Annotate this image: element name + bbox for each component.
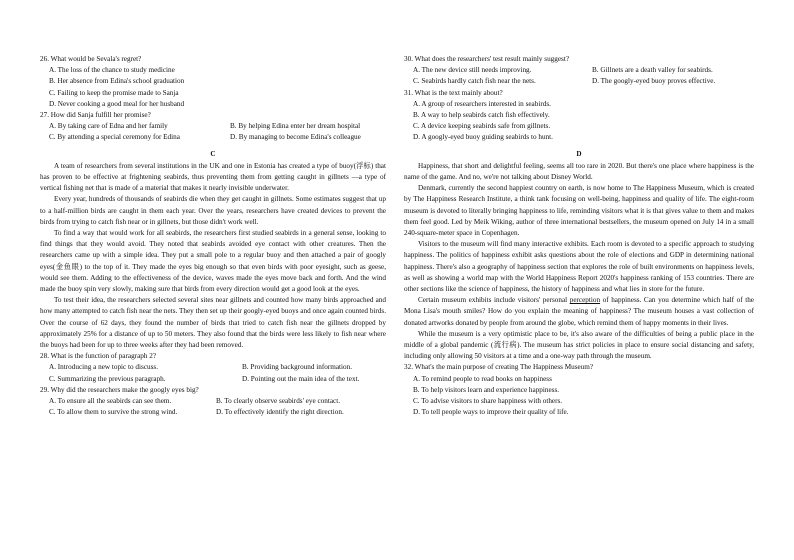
passage-c-paragraph-1: A team of researchers from several institutions in the UK and one in Estonia has created a type of buoy(浮标) that has proven to be effective at frightening seabirds, thus preventing them from getting caught in gillnets —a type of vertical fishing net that is made of a material that makes it nearly invisible underwater. bbox=[40, 161, 386, 193]
question-27-option-a: A. By taking care of Edna and her family bbox=[49, 122, 168, 131]
passage-c-paragraph-4: To test their idea, the researchers selected several sites near gillnets and counted how many birds approached and how many attempted to catch fish near the nets. They then set up their googly-eyed buoys and once again counted birds. Over the course of 62 days, they found the number of birds that tried to catch fish near the gillnets dropped by approximately 25% for a distance of up to 50 meters. They also found that the birds were less likely to fish near where the buoys had been for up to three weeks after they had been removed. bbox=[40, 296, 386, 350]
question-28-option-d: D. Pointing out the main idea of the text. bbox=[242, 374, 360, 383]
question-30-option-d: D. The googly-eyed buoy proves effective. bbox=[592, 77, 716, 86]
question-26-option-c: C. Failing to keep the promise made to Sanja bbox=[49, 88, 179, 97]
question-30-option-b: B. Gillnets are a death valley for seabirds. bbox=[592, 66, 713, 75]
passage-c-label: C bbox=[210, 149, 216, 158]
question-27-option-c: C. By attending a special ceremony for Edina bbox=[49, 133, 180, 142]
question-31-option-a: A. A group of researchers interested in seabirds. bbox=[413, 99, 551, 108]
question-27-option-d: D. By managing to become Edina's colleague bbox=[230, 133, 361, 142]
question-28-stem: 28. What is the function of paragraph 2? bbox=[40, 352, 157, 361]
question-32-option-c: C. To advise visitors to share happiness with others. bbox=[413, 397, 563, 406]
question-29-options-row-1 bbox=[40, 396, 386, 407]
question-29-stem: 29. Why did the researchers make the googly eyes big? bbox=[40, 385, 199, 394]
question-28-option-b: B. Providing background information. bbox=[242, 363, 352, 372]
right-column bbox=[404, 54, 754, 419]
passage-d-paragraph-5: While the museum is a very optimistic place to be, it's also aware of the difficulties of being a public place in the middle of a global pandemic (流行病). The museum has strict policies in place to ensure social distancing and safety, including only allowing 50 visitors at a time and a one-way path through the museum. bbox=[404, 329, 754, 361]
question-31-option-c: C. A device keeping seabirds safe from gillnets. bbox=[413, 122, 551, 131]
question-27-options-row-2 bbox=[40, 132, 386, 143]
question-28-option-c: C. Summarizing the previous paragraph. bbox=[49, 374, 166, 383]
question-29-option-b: B. To clearly observe seabirds' eye contact. bbox=[216, 397, 340, 406]
passage-d-paragraph-3: Visitors to the museum will find many interactive exhibits. Each room is devoted to a specific approach to studying happiness. The politics of happiness exhibit asks questions about the role of elections and GDP in determining national happiness. There's also a geography of happiness section that explores the role of built environments on happiness levels, as well as showing a world map with the World Happiness Report 2020's happiness ranking of 153 countries. There are other sections like the science of happiness, the history of happiness and what lies in store for the future. bbox=[404, 240, 754, 294]
question-26-stem: 26. What would be Sevala's regret? bbox=[40, 55, 142, 63]
question-27-options-row-1 bbox=[40, 121, 386, 132]
question-26-option-d: D. Never cooking a good meal for her husband bbox=[49, 99, 185, 108]
question-30-options-row-1 bbox=[404, 65, 754, 76]
question-31-stem: 31. What is the text mainly about? bbox=[404, 88, 503, 97]
passage-d-paragraph-1: Happiness, that short and delightful feeling, seems all too rare in 2020. But there's one place where happiness is the name of the game. And no, we're not talking about Disney World. bbox=[404, 161, 754, 182]
question-31-option-d: D. A googly-eyed buoy guiding seabirds to hunt. bbox=[413, 133, 553, 142]
underlined-word-perception: perception bbox=[569, 296, 601, 305]
passage-c-paragraph-2: Every year, hundreds of thousands of seabirds die when they get caught in gillnets. Some estimates suggest that up to a half-million birds are caught in them each year. Over the years, researchers have created devices to prevent the birds from trying to catch fish near or in gillnets, but those didn't work well. bbox=[40, 195, 386, 226]
question-29-option-a: A. To ensure all the seabirds can see them. bbox=[49, 397, 172, 406]
question-32-stem: 32. What's the main purpose of creating The Happiness Museum? bbox=[404, 363, 594, 372]
question-32-option-b: B. To help visitors learn and experience happiness. bbox=[413, 385, 560, 394]
question-26-option-b: B. Her absence from Edina's school graduation bbox=[49, 77, 185, 86]
passage-c-paragraph-3: To find a way that would work for all seabirds, the researchers first studied seabirds in a general sense, looking to find things that they would avoid. They noted that seabirds avoided eye contact with other creatures. Then the researchers came up with a simple idea. They put a small pole to a regular buoy and then attached a pair of googly eyes(金鱼眼) to the top of it. They made the eyes big enough so that even birds with poor eyesight, such as geese, would see them. Adding to the effectiveness of the device, waves made the eyes move back and forth. And the wind made the buoy spin very slowly, making sure that birds from every direction would get a good look at the eyes. bbox=[40, 229, 386, 294]
question-29-option-d: D. To effectively identify the right direction. bbox=[216, 408, 344, 417]
question-29-options-row-2 bbox=[40, 407, 386, 418]
question-29-option-c: C. To allow them to survive the strong wind. bbox=[49, 408, 178, 417]
question-28-options-row-2 bbox=[40, 374, 386, 385]
question-28-option-a: A. Introducing a new topic to discuss. bbox=[49, 363, 158, 372]
question-32-option-a: A. To remind people to read books on happiness bbox=[413, 374, 552, 383]
passage-d-paragraph-2: Denmark, currently the second happiest country on earth, is now home to The Happiness Museum, which is created by The Happiness Research Institute, a think tank focusing on well-being, happiness and quality of life. The eight-room museum is devoted to literally bringing happiness to life, reminding visitors what it is that gives value to them and makes them feel good. Led by Meik Wiking, author of three international bestsellers, the museum opened on July 14 in a small 240-square-meter space in Copenhagen. bbox=[404, 184, 754, 238]
question-30-option-a: A. The new device still needs improving. bbox=[413, 66, 532, 75]
question-30-options-row-2 bbox=[404, 76, 754, 87]
passage-d-paragraph-4 bbox=[404, 295, 754, 329]
question-30-stem: 30. What does the researchers' test result mainly suggest? bbox=[404, 55, 570, 63]
question-26-option-a: A. The loss of the chance to study medicine bbox=[49, 66, 175, 75]
question-32-option-d: D. To tell people ways to improve their quality of life. bbox=[413, 408, 569, 417]
question-27-option-b: B. By helping Edina enter her dream hospital bbox=[230, 122, 361, 131]
paragraph-4-text-start: Certain museum exhibits include visitors' personal bbox=[418, 296, 570, 305]
paragraph-4-text-end: of happiness. Can you determine which half of the Mona Lisa's mouth smiles? How do you explain the meaning of happiness? The museum houses a vast collection of donated artworks donated by people from around the globe, which remind them of happy moments in their lives. bbox=[404, 296, 754, 327]
passage-d-label: D bbox=[576, 149, 582, 158]
question-30-option-c: C. Seabirds hardly catch fish near the nets. bbox=[413, 77, 536, 86]
question-28-options-row-1 bbox=[40, 362, 386, 373]
left-column bbox=[40, 54, 386, 419]
question-31-option-b: B. A way to help seabirds catch fish effectively. bbox=[413, 111, 550, 120]
question-27-stem: 27. How did Sanja fulfill her promise? bbox=[40, 111, 151, 120]
